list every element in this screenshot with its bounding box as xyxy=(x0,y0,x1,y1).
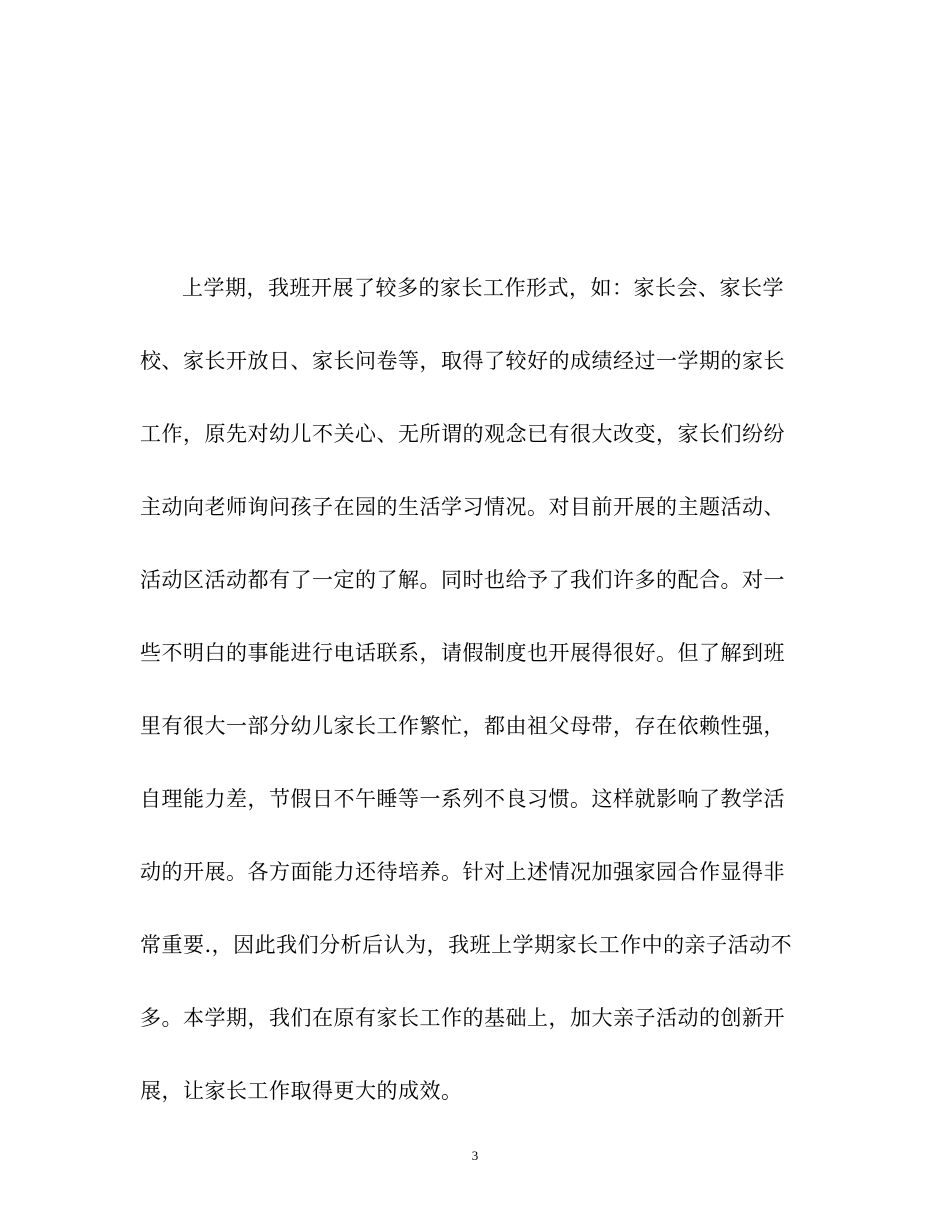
paragraph-line: 活动区活动都有了一定的了解。同时也给予了我们许多的配合。对一 xyxy=(140,568,785,592)
paragraph-line: 工作，原先对幼儿不关心、无所谓的观念已有很大改变，家长们纷纷 xyxy=(140,422,785,446)
paragraph-line: 动的开展。各方面能力还待培养。针对上述情况加强家园合作显得非 xyxy=(140,860,785,884)
paragraph-line: 些不明白的事能进行电话联系，请假制度也开展得很好。但了解到班 xyxy=(140,641,785,665)
paragraph-line: 常重要.，因此我们分析后认为，我班上学期家长工作中的亲子活动不 xyxy=(140,933,793,957)
paragraph-line: 校、家长开放日、家长问卷等，取得了较好的成绩经过一学期的家长 xyxy=(140,349,785,373)
body-paragraph xyxy=(140,268,820,1144)
paragraph-line: 主动向老师询问孩子在园的生活学习情况。对目前开展的主题活动、 xyxy=(140,495,785,519)
paragraph-line: 自理能力差，节假日不午睡等一系列不良习惯。这样就影响了教学活 xyxy=(140,787,785,811)
paragraph-line: 上学期，我班开展了较多的家长工作形式，如：家长会、家长学 xyxy=(182,276,784,300)
page-number: 3 xyxy=(471,1148,479,1163)
paragraph-line: 里有很大一部分幼儿家长工作繁忙，都由祖父母带，存在依赖性强， xyxy=(140,714,785,738)
paragraph-line: 展，让家长工作取得更大的成效。 xyxy=(140,1079,463,1103)
paragraph-line: 多。本学期，我们在原有家长工作的基础上，加大亲子活动的创新开 xyxy=(140,1006,785,1030)
